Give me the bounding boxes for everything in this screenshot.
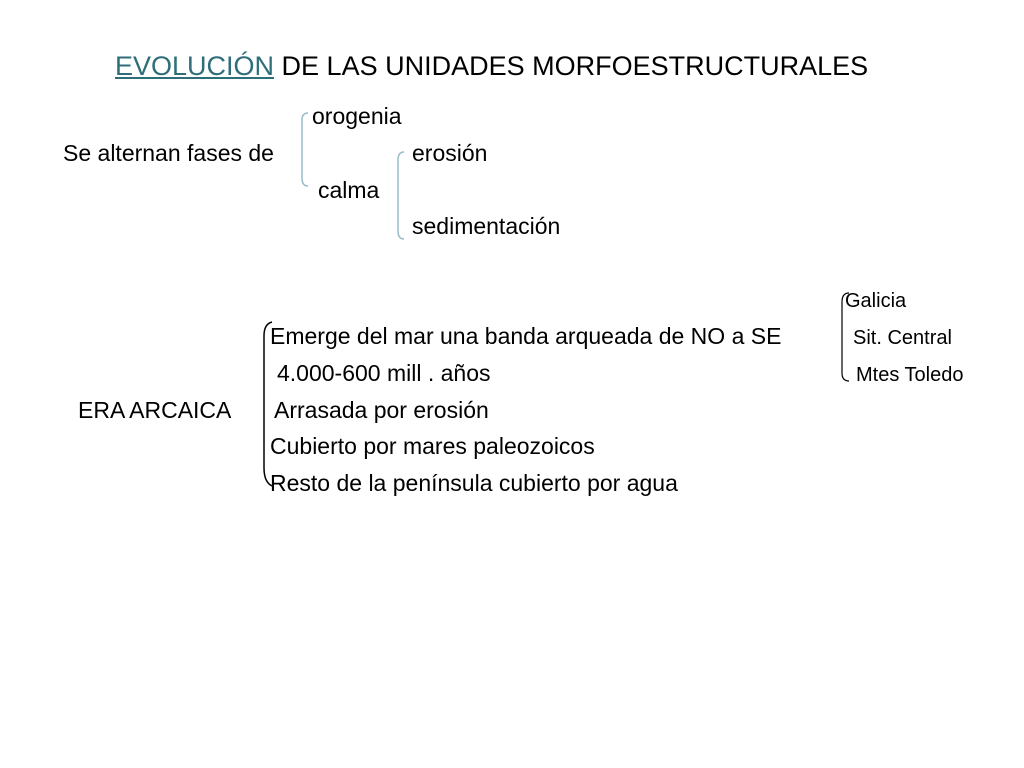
title-rest: DE LAS UNIDADES MORFOESTRUCTURALES	[274, 51, 869, 81]
era-label: ERA ARCAICA	[78, 397, 232, 423]
era-item-4: Cubierto por mares paleozoicos	[270, 433, 595, 459]
phase-orogenia: orogenia	[312, 103, 402, 129]
phase-calma: calma	[318, 177, 380, 203]
bracket-phases-1	[302, 113, 308, 186]
era-item-5: Resto de la península cubierto por agua	[270, 470, 678, 496]
evolucion-link[interactable]: EVOLUCIÓN	[115, 51, 275, 81]
era-item-2: 4.000-600 mill . años	[277, 360, 491, 386]
era-item-3: Arrasada por erosión	[274, 397, 489, 423]
bracket-phases-2	[398, 152, 404, 239]
phases-intro: Se alternan fases de	[63, 140, 274, 166]
region-mtes-toledo: Mtes Toledo	[856, 364, 964, 386]
phase-sedimentacion: sedimentación	[412, 213, 561, 239]
region-sit-central: Sit. Central	[853, 327, 952, 349]
phase-erosion: erosión	[412, 140, 488, 166]
page-title	[115, 53, 868, 80]
era-item-1: Emerge del mar una banda arqueada de NO a SE	[270, 323, 782, 349]
region-galicia: Galicia	[845, 290, 907, 312]
